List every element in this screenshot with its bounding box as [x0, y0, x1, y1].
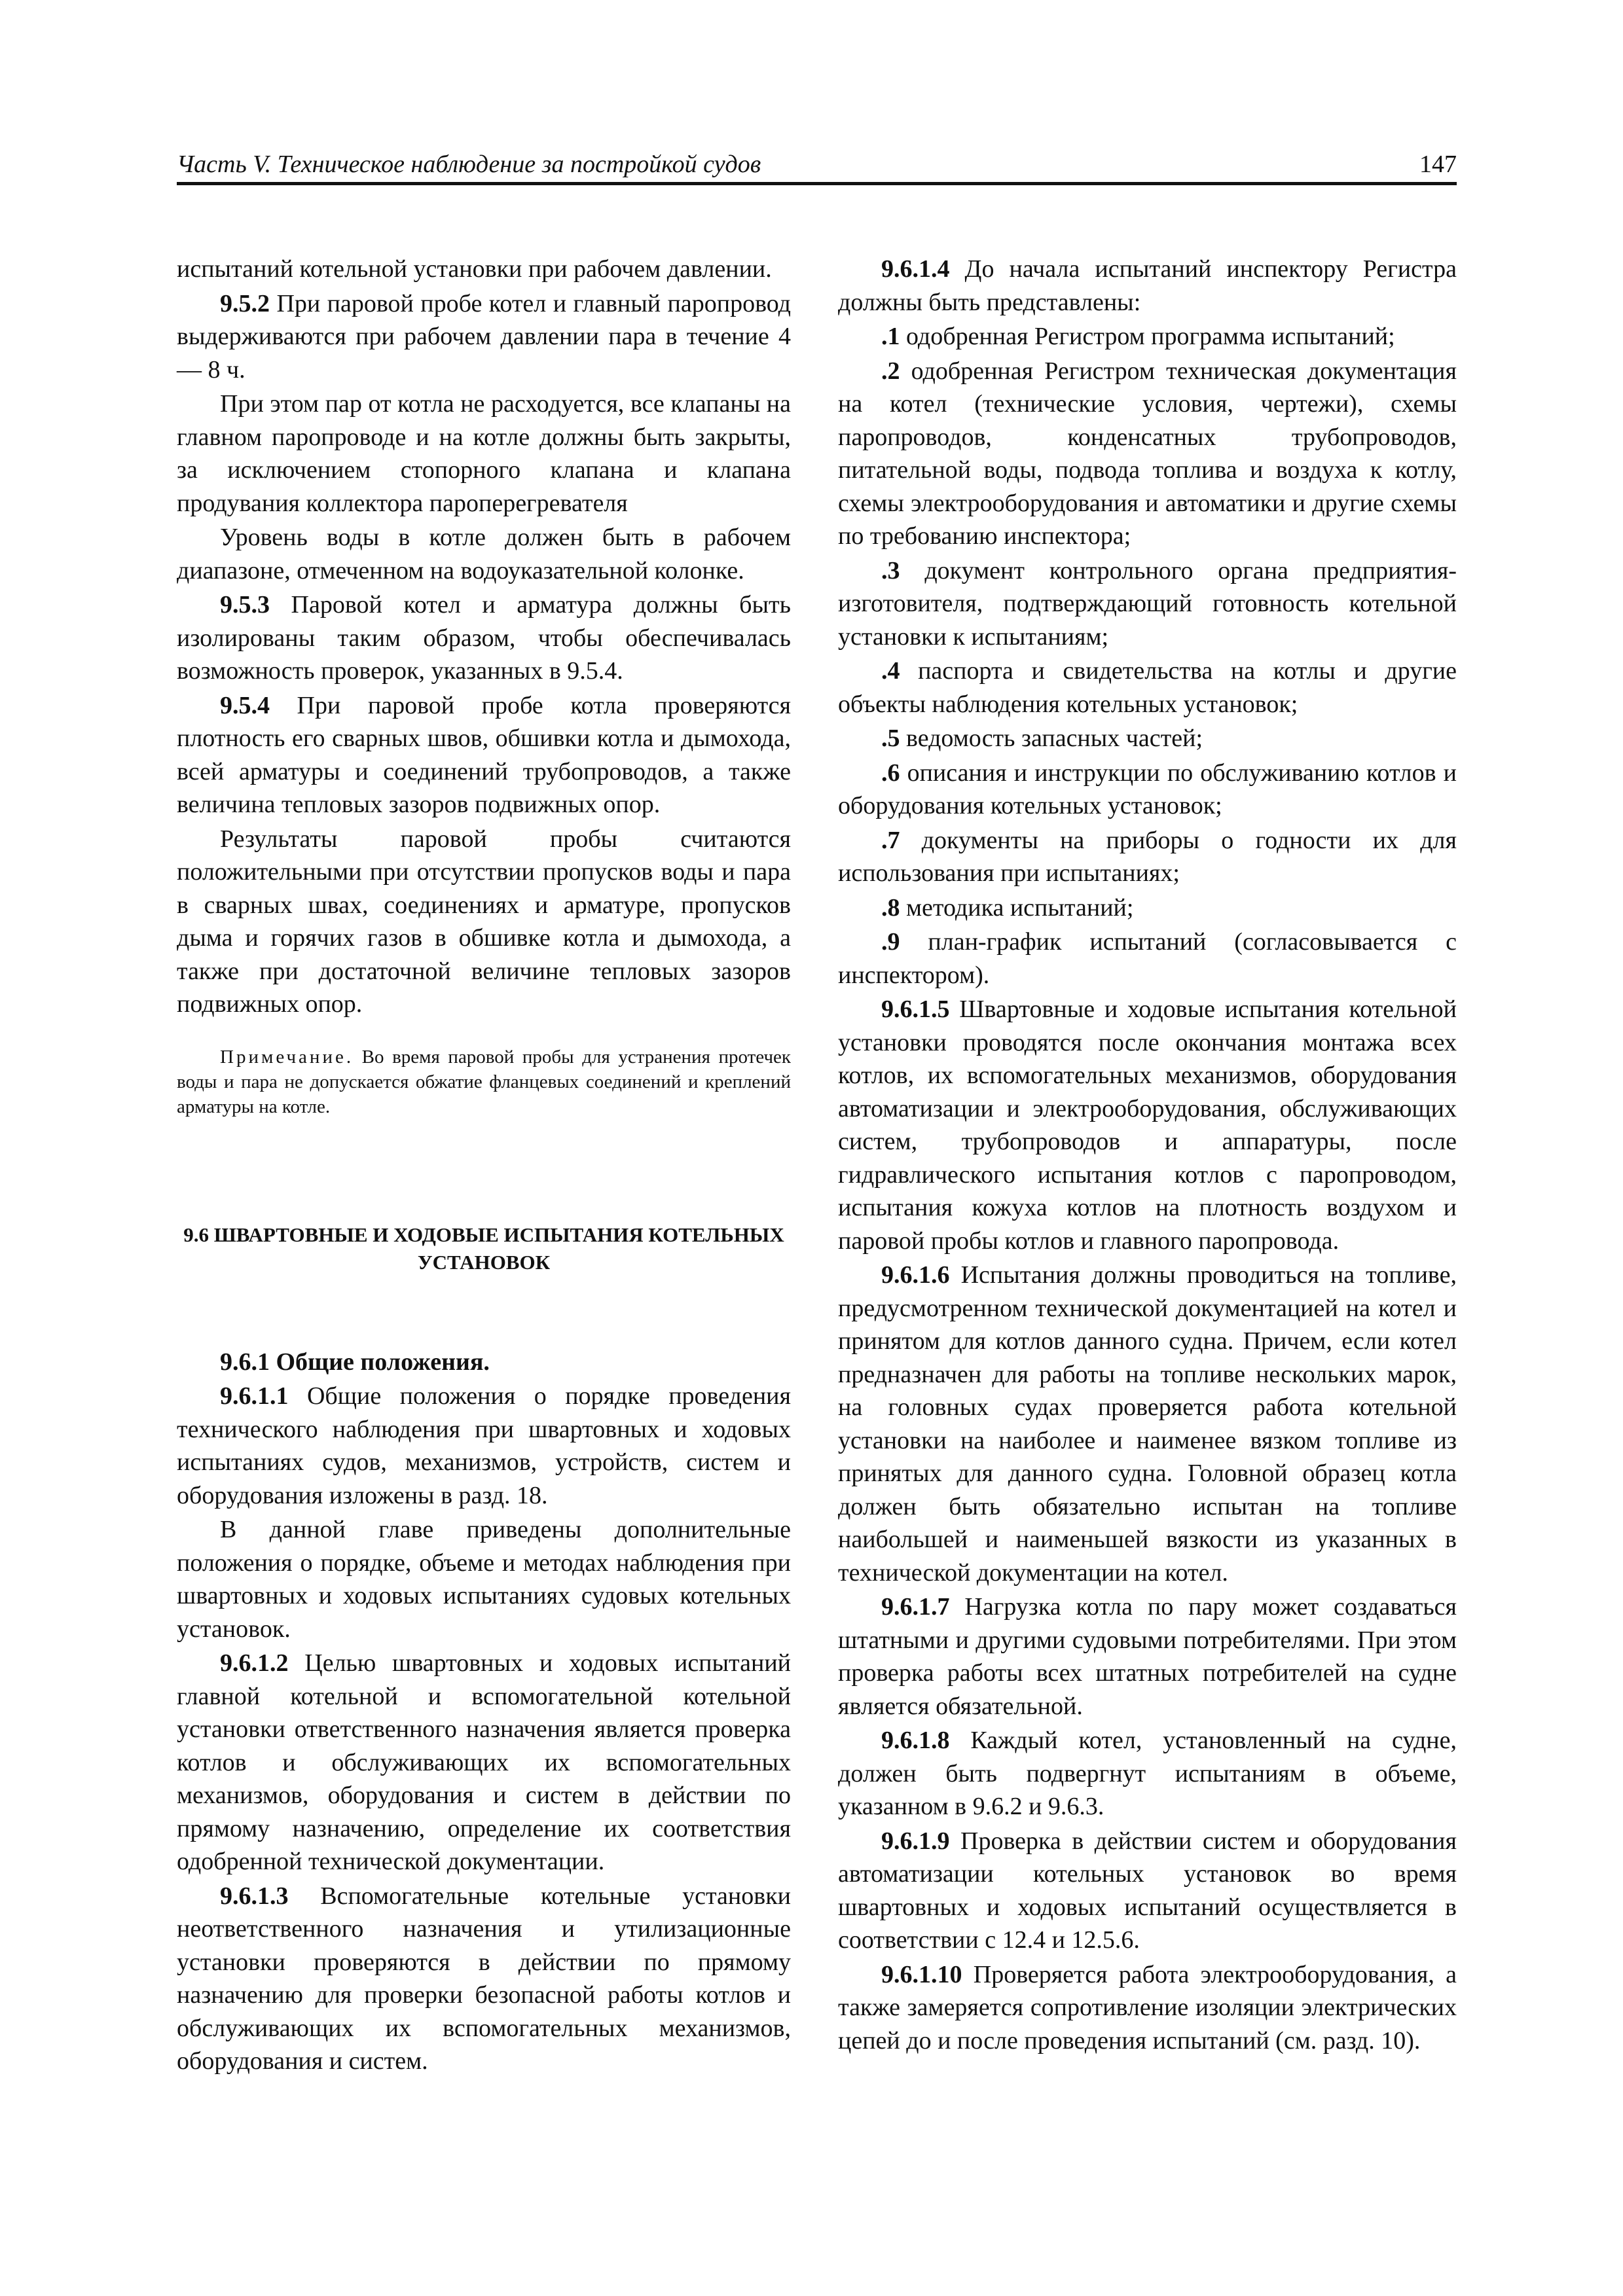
- page-number: 147: [1419, 151, 1457, 178]
- clause-text: Проверяется работа электрооборудования, а также замеряется сопротивление изоляции электрических цепей до и после проведения испытаний (см. разд. 10).: [838, 1960, 1457, 2054]
- clause-number: 9.6.1.5: [881, 996, 950, 1023]
- paragraph-9-5-2: [177, 287, 791, 387]
- paragraph: Результаты паровой пробы считаются положительными при отсутствии пропусков воды и пара в сварных швах, соединениях и арматуре, пропусков дыма и горячих газов в обшивке котла и дымохода, а также при достаточной величине тепловых зазоров подвижных опор.: [177, 825, 791, 1018]
- item-text: документы на приборы о годности их для использования при испытаниях;: [838, 826, 1457, 887]
- clause-number: 9.6.1.3: [220, 1882, 289, 1910]
- note-label: Примечание.: [220, 1046, 354, 1067]
- item-text: одобренная Регистром программа испытаний;: [900, 323, 1395, 350]
- item-text: план-график испытаний (согласовывается с инспектором).: [838, 928, 1457, 989]
- note: [177, 1045, 791, 1119]
- item-text: документ контрольного органа предприятия-изготовителя, подтверждающий готовность котельной установки к испытаниям;: [838, 556, 1457, 651]
- paragraph-9-6-1-3: [177, 1880, 791, 2078]
- paragraph: В данной главе приведены дополнительные положения о порядке, объеме и методах наблюдения при швартовных и ходовых испытаниях судовых котельных установок.: [177, 1516, 791, 1643]
- item-text: ведомость запасных частей;: [900, 725, 1203, 752]
- running-header: [177, 145, 1457, 185]
- clause-number: 9.6.1.2: [220, 1649, 289, 1677]
- clause-text: Паровой котел и арматура должны быть изолированы таким образом, чтобы обеспечивалась возможность проверок, указанных в 9.5.4.: [177, 591, 791, 685]
- clause-number: 9.5.2: [220, 289, 270, 317]
- item-number: .1: [881, 323, 900, 350]
- clause-text: Общие положения о порядке проведения технического наблюдения при швартовных и ходовых испытаниях судов, механизмов, устройств, систем и оборудования изложены в разд. 18.: [177, 1382, 791, 1509]
- item-number: .4: [881, 657, 900, 685]
- paragraph: При этом пар от котла не расходуется, все клапаны на главном паропроводе и на котле должны быть закрыты, за исключением стопорного клапана и клапана продувания коллектора пароперегревателя: [177, 390, 791, 517]
- list-item: [838, 355, 1457, 553]
- clause-number: 9.6.1.4: [881, 255, 950, 283]
- paragraph-9-6-1-7: [838, 1590, 1457, 1723]
- item-number: .6: [881, 759, 900, 787]
- clause-text: Нагрузка котла по пару может создаваться штатными и другими судовыми потребителями. При этом проверка работы всех штатных потребителей на судне является обязательной.: [838, 1593, 1457, 1720]
- paragraph: Уровень воды в котле должен быть в рабочем диапазоне, отмеченном на водоуказательной колонке.: [177, 524, 791, 584]
- item-text: паспорта и свидетельства на котлы и другие объекты наблюдения котельных установок;: [838, 657, 1457, 718]
- clause-text: До начала испытаний инспектору Регистра должны быть представлены:: [838, 255, 1457, 316]
- clause-text: Вспомогательные котельные установки неответственного назначения и утилизационные установки проверяются в действии по прямому назначению для проверки безопасной работы котлов и обслуживающих их вспомогательных механизмов, оборудования и систем.: [177, 1882, 791, 2075]
- left-column: [177, 253, 791, 2079]
- item-number: .2: [881, 357, 900, 385]
- item-number: .7: [881, 826, 900, 854]
- paragraph-9-6-1-6: [838, 1259, 1457, 1589]
- item-text: одобренная Регистром техническая документация на котел (технические условия, чертежи), схемы паропроводов, конденсатных трубопроводов, питательной воды, подвода топлива и воздуха к котлу, схемы электрооборудования и автоматики и другие схемы по требованию инспектора;: [838, 357, 1457, 550]
- header-title: Часть V. Техническое наблюдение за постройкой судов: [177, 151, 761, 178]
- item-number: .3: [881, 556, 900, 584]
- clause-number: 9.6.1.10: [881, 1960, 962, 1988]
- item-text: методика испытаний;: [900, 893, 1134, 922]
- paragraph-9-5-4: [177, 689, 791, 821]
- list-item: [838, 554, 1457, 654]
- item-number: .9: [881, 928, 900, 956]
- subsection-title: 9.6.1 Общие положения.: [220, 1348, 490, 1376]
- paragraph-9-6-1-4: [838, 253, 1457, 319]
- list-item: [838, 655, 1457, 721]
- paragraph: испытаний котельной установки при рабочем давлении.: [177, 255, 772, 283]
- clause-number: 9.6.1.9: [881, 1827, 950, 1855]
- clause-number: 9.5.4: [220, 691, 270, 719]
- clause-number: 9.5.3: [220, 591, 270, 619]
- clause-number: 9.6.1.8: [881, 1727, 950, 1754]
- clause-text: Целью швартовных и ходовых испытаний главной котельной и вспомогательной котельной установки ответственного назначения является проверка котлов и обслуживающих их вспомогательных механизмов, оборудования и систем в действии по прямому назначению, определение их соответствия одобренной технической документации.: [177, 1649, 791, 1875]
- list-item: [838, 824, 1457, 890]
- paragraph-9-6-1-10: [838, 1958, 1457, 2058]
- list-item: [838, 925, 1457, 992]
- clause-text: При паровой пробе котла проверяются плотность его сварных швов, обшивки котла и дымохода, всей арматуры и соединений трубопроводов, а также величина тепловых зазоров подвижных опор.: [177, 691, 791, 818]
- clause-text: Испытания должны проводиться на топливе, предусмотренном технической документацией на котел и принятом для котлов данного судна. Причем, если котел предназначен для работы на топливе нескольких марок, на головных судах проверяется работа котельной установки на наиболее и наименее вязком топливе из принятых для данного судна. Головной образец котла должен быть обязательно испытан на топливе наибольшей и наименьшей вязкости из указанных в технической документации на котел.: [838, 1261, 1457, 1587]
- list-item: [838, 891, 1457, 925]
- list-item: [838, 757, 1457, 823]
- paragraph-9-6-1-1: [177, 1380, 791, 1512]
- clause-number: 9.6.1.1: [220, 1382, 289, 1410]
- clause-text: Швартовные и ходовые испытания котельной установки проводятся после окончания монтажа всех котлов, их вспомогательных механизмов, оборудования автоматизации и электрооборудования, обслуживающих систем, трубопроводов и аппаратуры, после гидравлического испытания котлов с паропроводом, испытания кожуха котлов на плотность воздухом и паровой пробы котлов и главного паропровода.: [838, 996, 1457, 1255]
- item-text: описания и инструкции по обслуживанию котлов и оборудования котельных установок;: [838, 759, 1457, 819]
- clause-number: 9.6.1.7: [881, 1593, 950, 1621]
- section-title: 9.6 ШВАРТОВНЫЕ И ХОДОВЫЕ ИСПЫТАНИЯ КОТЕЛЬНЫХ УСТАНОВОК: [183, 1223, 784, 1274]
- paragraph-9-5-3: [177, 588, 791, 688]
- clause-text: Каждый котел, установленный на судне, должен быть подвергнут испытаниям в объеме, указанном в 9.6.2 и 9.6.3.: [838, 1727, 1457, 1820]
- list-item: [838, 722, 1457, 755]
- paragraph-9-6-1-8: [838, 1724, 1457, 1823]
- clause-number: 9.6.1.6: [881, 1261, 950, 1289]
- clause-text: Проверка в действии систем и оборудования автоматизации котельных установок во время швартовных и ходовых испытаний осуществляется в соответствии с 12.4 и 12.5.6.: [838, 1827, 1457, 1954]
- right-column: [838, 253, 1457, 2058]
- paragraph-9-6-1-9: [838, 1825, 1457, 1957]
- paragraph-9-6-1-5: [838, 993, 1457, 1257]
- item-number: .5: [881, 725, 900, 752]
- paragraph-9-6-1-2: [177, 1647, 791, 1878]
- list-item: [838, 320, 1457, 353]
- item-number: .8: [881, 893, 900, 922]
- note-text: Во время паровой пробы для устранения протечек воды и пара не допускается обжатие фланцевых соединений и креплений арматуры на котле.: [177, 1046, 791, 1117]
- clause-text: При паровой пробе котел и главный паропровод выдерживаются при рабочем давлении пара в течение 4 — 8 ч.: [177, 289, 791, 384]
